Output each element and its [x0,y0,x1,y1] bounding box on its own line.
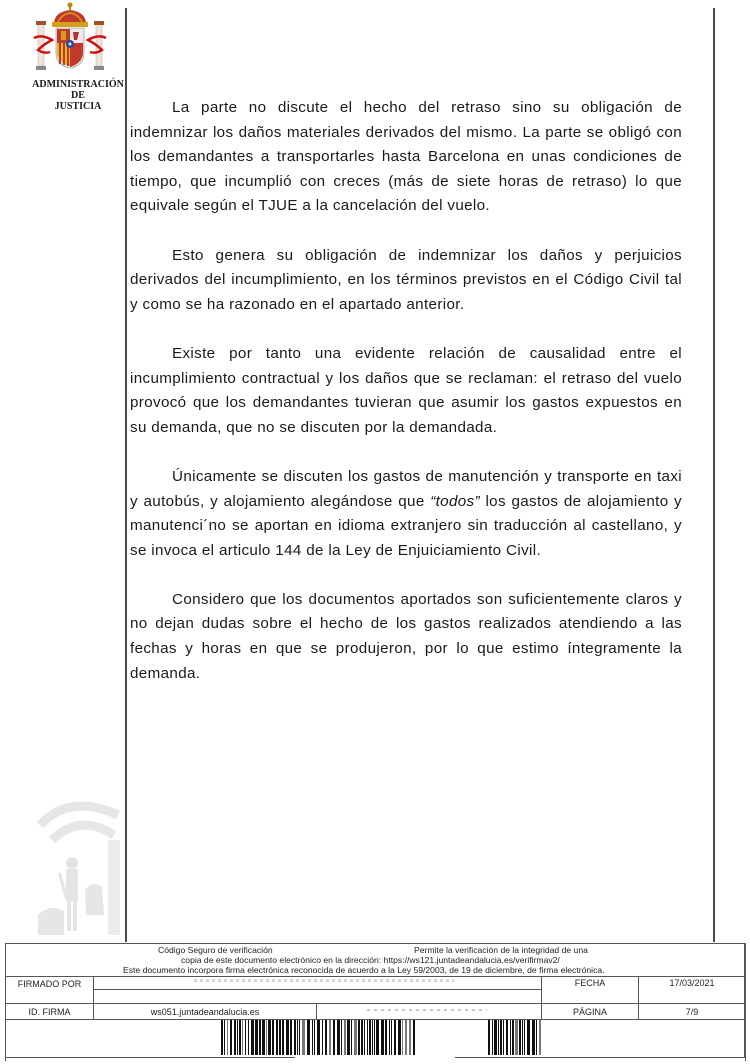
electronic-signature-law-text: Este documento incorpora firma electrónica reconocida de acuerdo a la Ley 59/2003, de 19 de diciembre, de firma electrónica. [123,965,605,975]
barcode-bar [351,1020,352,1055]
barcode-bar [276,1020,278,1055]
barcode-bar [262,1020,265,1055]
firmado-por-value [93,977,541,1003]
pagina-value: 7/9 [638,1004,745,1019]
barcode-bar [391,1020,392,1055]
junta-de-andalucia-emblem-icon [30,785,125,940]
spanish-coat-of-arms-icon [30,0,110,76]
institution-line-3: JUSTICIA [54,101,102,112]
barcode-bar [248,1020,249,1055]
barcode-bar [500,1020,502,1055]
barcode-bar [294,1020,296,1055]
firmado-por-label: FIRMADO POR [17,978,82,989]
barcode-bar [302,1020,305,1055]
footer-bottom-rule-right [455,1057,745,1058]
barcode-bar [230,1020,232,1055]
verification-integrity-text: Permite la verificación de la integridad de una [414,945,588,955]
barcode-bar [242,1020,243,1055]
barcode-bar [259,1020,261,1055]
barcode-bar [337,1020,340,1055]
barcode-bar [221,1020,223,1055]
barcode-bar [532,1020,535,1055]
barcode-bar [329,1020,331,1055]
faint-header-watermark [140,6,700,20]
barcode-bar [498,1020,499,1055]
barcode-bar [503,1020,504,1055]
barcode-bar [515,1020,518,1055]
fecha-value: 17/03/2021 [638,977,745,1003]
barcode-bar [251,1020,254,1055]
barcode-bar [354,1020,357,1055]
barcode-bar [358,1020,360,1055]
paragraph-4 [130,465,682,563]
institution-line-1: ADMINISTRACIÓN [32,79,124,90]
barcode-bar [394,1020,396,1055]
left-margin-rule [125,8,127,942]
barcode-bar [381,1020,384,1055]
barcode-bar [282,1020,284,1055]
footer-bottom-rule-left [5,1057,295,1058]
barcode-bar [224,1020,225,1055]
paragraph-1: La parte no discute el hecho del retraso sino su obligación de indemnizar los daños materiales derivados del mismo. La parte se obligó con los demandantes a transportarles hasta Barcelona en unas condiciones de tiempo, que incumplió con creces (más de siete horas de retraso) lo que equivale según el TJUE a la cancelación del vuelo. [130,99,682,215]
paragraph-4-part-1: Únicamente se discuten los gastos de manutención y transporte en taxi y autobús, y alojamiento alegándose que [130,467,682,510]
redacted-signature-id [316,1004,541,1019]
barcode-bar [389,1020,390,1055]
barcode-bar [398,1020,401,1055]
right-margin-rule [713,8,715,942]
barcode-bar [314,1020,315,1055]
barcode-bar [333,1020,335,1055]
redacted-code-marks [367,1009,487,1011]
paragraph-4-emphasis: “todos” [430,492,480,510]
fecha-label: FECHA [541,977,638,1003]
barcode-bar [325,1020,327,1055]
barcode-bar [286,1020,289,1055]
barcode-bar [361,1020,363,1055]
paragraph-2: Esto genera su obligación de indemnizar los daños y perjuicios derivados del incumplimiento, en los términos previstos en el Código Civil tal y como se ha razonado en el apartado anterior. [130,246,682,313]
barcode-bar [385,1020,387,1055]
barcode-bar [237,1020,238,1055]
barcode-bar [374,1020,375,1055]
barcode-bar [279,1020,281,1055]
barcode-bar [527,1020,530,1055]
barcode-bar [239,1020,241,1055]
barcode-bar [227,1020,228,1055]
paragraph-3: Existe por tanto una evidente relación de causalidad entre el incumplimiento contractual y los daños que se reclaman: el retraso del vuelo provocó que los demandantes tuvieran que asumir los gastos expuestos en su demanda, que no se discuten por la demandada. [130,344,682,436]
institution-name [28,79,128,112]
barcode-bar [536,1020,537,1055]
barcode-bar [413,1020,415,1055]
barcode-bar [512,1020,514,1055]
barcode-bar [272,1020,274,1055]
verification-url-text: copia de este documento electrónico en la dirección: https://ws121.juntadeandalucia.es/verifirmav2/ [181,955,560,965]
barcode-bar [372,1020,373,1055]
paragraph-4-part-2: los gastos de alojamiento y manutenci´no se aportan en idioma extranjero sin traducción al castellano, y se invoca el articulo 144 de la Ley de Enjuiciamiento Civil. [130,492,683,559]
barcode-bar [494,1020,497,1055]
paragraph-5: Considero que los documentos aportados son suficientemente claros y no dejan dudas sobre el hecho de los gastos realizados atendiendo a las fechas y horas en que se produjeron, por lo que estimo íntegramente la demanda. [130,590,682,682]
redacted-signer-name [194,979,454,982]
barcode-bar [266,1020,267,1055]
barcode-bar [341,1020,342,1055]
barcode-bar [297,1020,298,1055]
id-firma-value: ws051.juntadeandalucia.es [93,1004,316,1019]
document-body [130,96,682,711]
barcode-bar [312,1020,313,1055]
barcode-bar [317,1020,320,1055]
barcode-bar [255,1020,258,1055]
barcode-bar [245,1020,246,1055]
verification-code-label: Código Seguro de verificación [158,945,273,955]
barcode-bar [409,1020,411,1055]
barcode-bar [347,1020,350,1055]
signature-verification-footer [5,943,746,1061]
id-firma-label: ID. FIRMA [28,1006,71,1017]
firmado-divider [94,989,541,990]
institution-line-2: DE [71,90,85,101]
barcode-bar [405,1020,407,1055]
barcode-icon [221,1020,541,1055]
barcode-bar [510,1020,511,1055]
barcode-bar [234,1020,236,1055]
barcode-bar [519,1020,521,1055]
barcode-bar [290,1020,292,1055]
barcode-bar [307,1020,310,1055]
barcode-bar [492,1020,493,1055]
barcode-bar [299,1020,300,1055]
barcode-bar [539,1020,541,1055]
pagina-label: PÁGINA [541,1004,638,1019]
barcode-bar [524,1020,525,1055]
barcode-bar [268,1020,271,1055]
barcode-bar [367,1020,368,1055]
barcode-bar [506,1020,508,1055]
barcode-bar [364,1020,365,1055]
barcode-bar [369,1020,371,1055]
verification-notice [6,944,745,977]
barcode-bar [488,1020,490,1055]
footer-right-border [744,943,745,1058]
barcode-bar [376,1020,379,1055]
barcode-bar [322,1020,323,1055]
barcode-bar [522,1020,523,1055]
barcode-bar [344,1020,346,1055]
barcode-bar [402,1020,403,1055]
